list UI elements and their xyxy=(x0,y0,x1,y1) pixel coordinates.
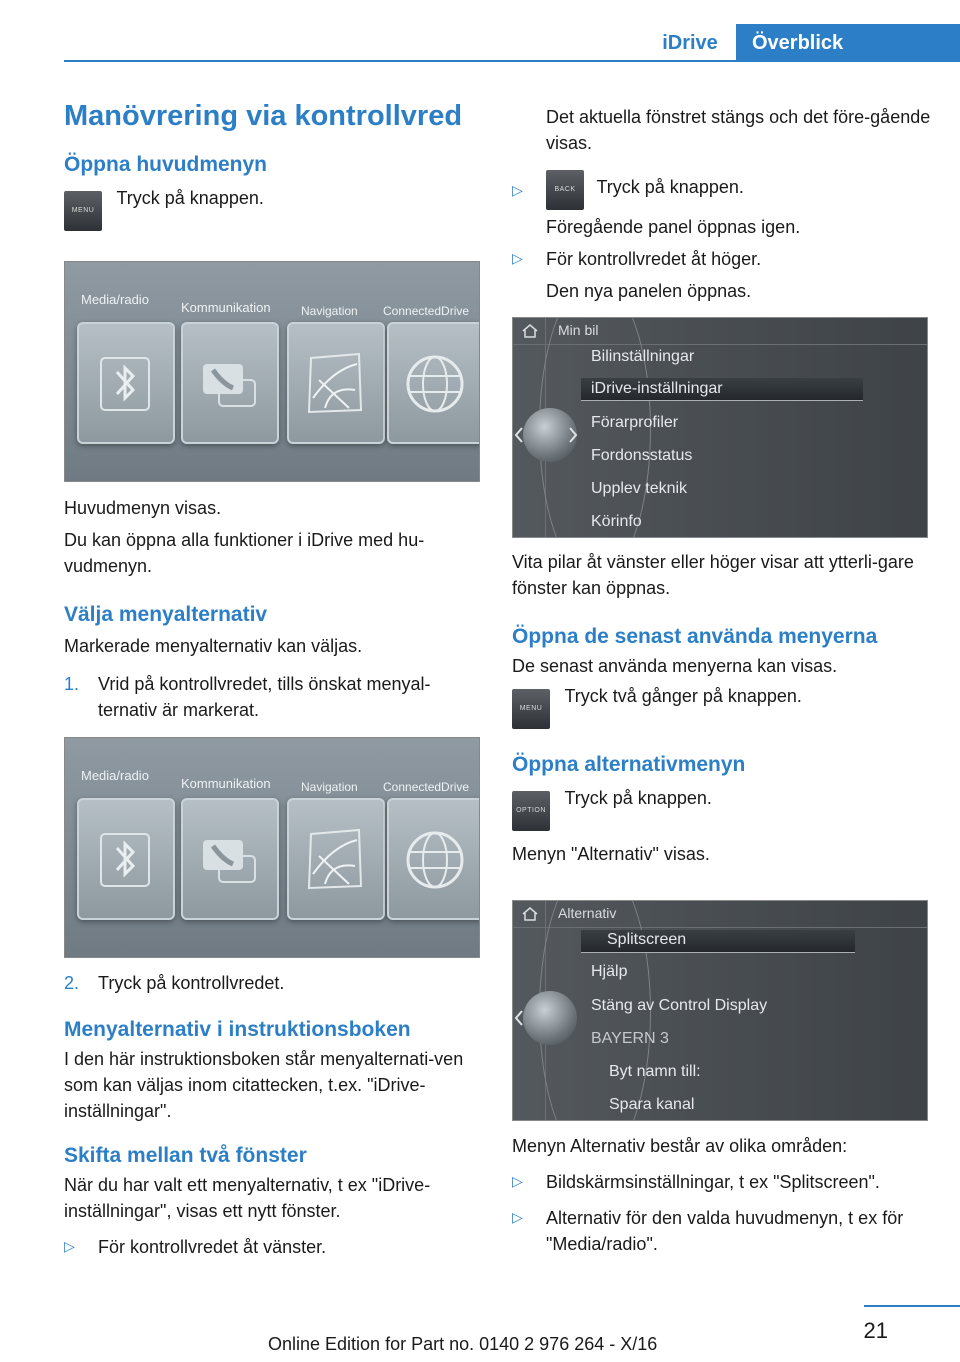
tile-media xyxy=(77,322,175,444)
options-screenshot xyxy=(512,900,928,1121)
main-menu-screenshot-1 xyxy=(64,261,480,482)
tile-label: ConnectedDrive xyxy=(383,304,470,318)
menu-item[interactable]: Körinfo xyxy=(591,513,642,530)
step-text: Tryck på kontrollvredet. xyxy=(98,973,285,993)
manual-items-text: I den här instruktionsboken står menyalternati-ven som kan väljas inom citattecken, t.ex. "iDrive-inställningar". xyxy=(64,1049,464,1121)
heading-switch-windows: Skifta mellan två fönster xyxy=(64,1144,307,1167)
globe-icon xyxy=(405,826,469,892)
page-number: 21 xyxy=(863,1318,888,1343)
edition-text: Online Edition for Part no. 0140 2 976 264 - X/16 xyxy=(268,1334,658,1354)
menu-item[interactable]: Fordonsstatus xyxy=(591,447,693,464)
tile-communication xyxy=(181,798,279,920)
triangle-bullet-icon: ▷ xyxy=(512,1209,523,1225)
left-column-3 xyxy=(64,970,484,1260)
arrow-left-icon xyxy=(513,426,525,444)
left-column xyxy=(64,100,484,233)
home-icon xyxy=(521,906,539,922)
triangle-bullet-icon: ▷ xyxy=(512,182,523,198)
step-number: 1. xyxy=(64,674,80,694)
menu-item[interactable]: Byt namn till: xyxy=(609,1063,701,1080)
bullet-text: För kontrollvredet åt höger. xyxy=(546,249,762,269)
home-icon xyxy=(521,323,539,339)
globe-icon xyxy=(405,350,469,416)
triangle-bullet-icon: ▷ xyxy=(512,250,523,266)
window-closes-text: Det aktuella fönstret stängs och det före-gående visas. xyxy=(546,107,931,153)
main-menu-screenshot-2 xyxy=(64,737,480,958)
menu-item[interactable]: Bilinställningar xyxy=(591,348,695,365)
tile-connecteddrive xyxy=(387,798,480,920)
map-icon xyxy=(305,826,365,892)
menu-item[interactable]: Förarprofiler xyxy=(591,414,679,431)
previous-panel-text: Föregående panel öppnas igen. xyxy=(546,217,801,237)
back-button-icon: BACK xyxy=(546,170,584,210)
bullet-text: Bildskärmsinställningar, t ex "Splitscreen". xyxy=(546,1172,880,1192)
tile-label: Kommunikation xyxy=(181,776,271,791)
screen-title: Min bil xyxy=(558,322,599,338)
left-column-2 xyxy=(64,495,484,723)
menu-item-selected[interactable]: iDrive-inställningar xyxy=(591,380,723,397)
heading-select-menu-item: Välja menyalternativ xyxy=(64,603,268,626)
select-item-text: Markerade menyalternativ kan väljas. xyxy=(64,636,363,656)
arrow-right-icon xyxy=(567,426,579,444)
press-twice-text: Tryck två gånger på knappen. xyxy=(564,686,802,706)
menu-button-icon: MENU xyxy=(512,689,550,729)
bullet-text: Tryck på knappen. xyxy=(596,177,744,197)
triangle-bullet-icon: ▷ xyxy=(64,1238,75,1254)
menu-section-label: BAYERN 3 xyxy=(591,1030,669,1047)
arrow-left-icon xyxy=(513,1009,525,1027)
bullet-main-menu-options xyxy=(512,1205,932,1257)
step-2 xyxy=(64,970,484,996)
main-menu-desc-text: Du kan öppna alla funktioner i iDrive med hu-vudmenyn. xyxy=(64,530,425,576)
step-number: 2. xyxy=(64,973,80,993)
tile-navigation xyxy=(287,798,385,920)
menu-item[interactable]: Upplev teknik xyxy=(591,480,688,497)
switch-windows-text: När du har valt ett menyalternativ, t ex "iDrive-inställningar", visas ett nytt fönster. xyxy=(64,1175,431,1221)
bullet-text: Alternativ för den valda huvudmenyn, t ex för "Media/radio". xyxy=(546,1208,904,1254)
menu-item[interactable]: Hjälp xyxy=(591,963,628,980)
recent-menus-text: De senast använda menyerna kan visas. xyxy=(512,656,838,676)
header-tab-overview[interactable]: Överblick xyxy=(736,24,960,62)
tile-media xyxy=(77,798,175,920)
right-column-2 xyxy=(512,549,932,867)
heading-recent-menus: Öppna de senast använda menyerna xyxy=(512,625,878,648)
menu-item-selected[interactable]: Splitscreen xyxy=(607,931,687,948)
tile-connecteddrive xyxy=(387,322,480,444)
tile-communication xyxy=(181,322,279,444)
controller-knob-icon xyxy=(523,991,577,1045)
tile-label: Kommunikation xyxy=(181,300,271,315)
step-text: Vrid på kontrollvredet, tills önskat menyal-ternativ är markerat. xyxy=(98,674,431,720)
options-shown-text: Menyn "Alternativ" visas. xyxy=(512,844,710,864)
phone-icon xyxy=(199,826,259,892)
map-icon xyxy=(305,350,365,416)
tile-label: Media/radio xyxy=(81,292,149,307)
right-column-3 xyxy=(512,1133,932,1257)
menu-item[interactable]: Spara kanal xyxy=(609,1096,695,1113)
right-column xyxy=(512,104,932,304)
page-title: Manövrering via kontrollvred xyxy=(64,100,463,132)
heading-menu-items-manual: Menyalternativ i instruktionsboken xyxy=(64,1018,411,1041)
tile-label: Navigation xyxy=(301,304,358,318)
header-rule xyxy=(64,60,960,62)
header-tab-idrive[interactable]: iDrive xyxy=(662,32,718,54)
heading-open-main-menu: Öppna huvudmenyn xyxy=(64,153,268,176)
step-1 xyxy=(64,671,484,723)
triangle-bullet-icon: ▷ xyxy=(512,1173,523,1189)
menu-button-icon: MENU xyxy=(64,191,102,231)
bluetooth-icon xyxy=(95,826,155,892)
options-areas-text: Menyn Alternativ består av olika områden: xyxy=(512,1136,848,1156)
min-bil-screenshot xyxy=(512,317,928,538)
tile-label: Media/radio xyxy=(81,768,149,783)
footer-rule xyxy=(864,1305,960,1307)
arrows-explanation-text: Vita pilar åt vänster eller höger visar att ytterli-gare fönster kan öppnas. xyxy=(512,552,914,598)
menu-item[interactable]: Stäng av Control Display xyxy=(591,997,768,1014)
press-option-row xyxy=(512,788,932,831)
bluetooth-icon xyxy=(95,350,155,416)
bullet-display-settings xyxy=(512,1169,932,1195)
bullet-text: För kontrollvredet åt vänster. xyxy=(98,1237,327,1257)
option-button-icon: OPTION xyxy=(512,791,550,831)
bullet-back xyxy=(512,170,932,210)
tile-label: Navigation xyxy=(301,780,358,794)
press-button-text: Tryck på knappen. xyxy=(564,788,712,808)
bullet-move-right xyxy=(512,246,932,272)
phone-icon xyxy=(199,350,259,416)
tile-label: ConnectedDrive xyxy=(383,780,470,794)
tile-navigation xyxy=(287,322,385,444)
new-panel-text: Den nya panelen öppnas. xyxy=(546,281,752,301)
screen-title: Alternativ xyxy=(558,905,617,921)
press-button-text: Tryck på knappen. xyxy=(116,188,264,208)
press-twice-row xyxy=(512,686,932,729)
main-menu-shown-text: Huvudmenyn visas. xyxy=(64,498,222,518)
heading-open-options: Öppna alternativmenyn xyxy=(512,753,746,776)
bullet-move-left xyxy=(64,1234,484,1260)
